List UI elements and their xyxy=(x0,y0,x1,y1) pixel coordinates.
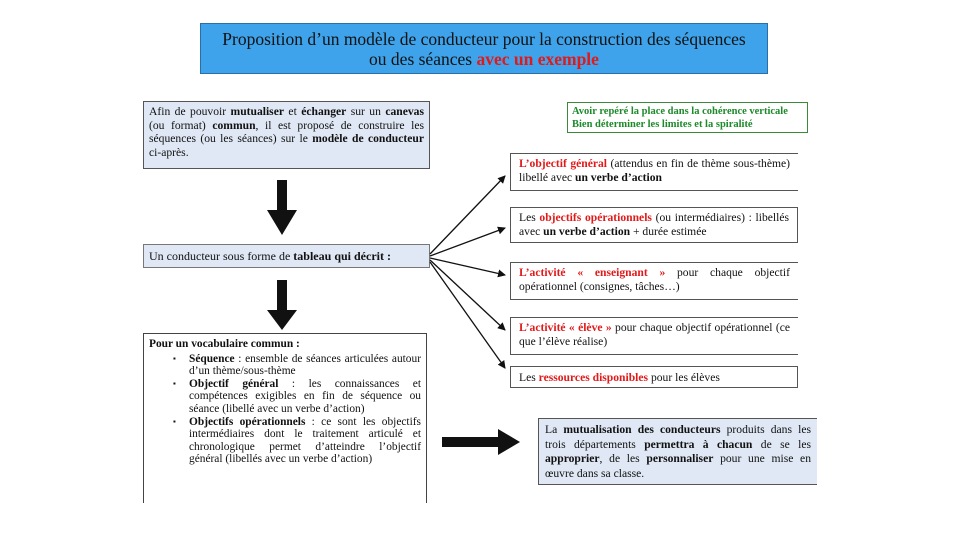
bullet-icon: ▪ xyxy=(173,353,176,363)
fan-arrow-icon xyxy=(430,258,505,275)
title-line-1: Proposition d’un modèle de conducteur pour la construction des séquences xyxy=(222,29,746,49)
fan-arrow-icon xyxy=(430,262,505,368)
mutualisation-text-3: produits dans les trois départements xyxy=(545,423,811,451)
resources-label: ressources disponibles xyxy=(538,371,649,384)
resources-text-2: pour les élèves xyxy=(648,371,720,384)
fan-arrow-icon xyxy=(430,260,505,330)
vocabulary-term: Objectifs opérationnels xyxy=(189,415,306,428)
intro-text-10: modèle de conducteur xyxy=(312,132,424,145)
coherence-note-line-1: Avoir repéré la place dans la cohérence verticale xyxy=(572,106,788,117)
vocabulary-heading: Pour un vocabulaire commun : xyxy=(149,338,300,350)
mutualisation-text-4: permettra à chacun xyxy=(644,437,753,451)
general-objective-text: (attendus en fin de thème sous-thème) libellé avec xyxy=(519,157,790,184)
operational-objectives-verb: un verbe d’action xyxy=(543,225,631,238)
fan-arrows xyxy=(430,176,505,368)
vocabulary-definition: : les connaissances et compétences exigibles en fin de séquence ou séance (libellé avec un verbe d’action) xyxy=(189,377,421,415)
vocabulary-definition: : ensemble de séances articulées autour d’un thème/sous-thème xyxy=(189,352,421,378)
intro-text-1: Afin de pouvoir xyxy=(149,105,231,118)
vocabulary-term: Objectif général xyxy=(189,377,279,390)
mutualisation-text-7: , de les xyxy=(599,452,647,465)
intro-text-11: ci-après. xyxy=(149,145,189,159)
right-arrow-icon xyxy=(442,429,520,455)
student-activity-text: pour chaque objectif opérationnel (ce que l’élève réalise) xyxy=(519,321,790,348)
bullet-icon: ▪ xyxy=(173,416,176,426)
conductor-text-2: tableau xyxy=(293,249,332,263)
mutualisation-text-1: La xyxy=(545,423,564,436)
mutualisation-text-8: personnaliser xyxy=(646,452,714,465)
intro-text-3: et xyxy=(284,105,302,118)
intro-text-4: échanger xyxy=(301,105,347,118)
general-objective-verb: un verbe d’action xyxy=(575,171,662,184)
down-arrow-icon xyxy=(267,280,297,330)
conductor-text-1: Un conducteur sous forme de xyxy=(149,249,294,263)
student-activity-label: L’activité « élève » xyxy=(519,321,612,334)
conductor-text-3: qui décrit : xyxy=(331,249,391,263)
operational-objectives-text-2: (ou intermédiaires) : libellés avec xyxy=(519,211,789,238)
intro-text-8: commun xyxy=(212,118,256,132)
general-objective-label: L’objectif général xyxy=(519,157,608,170)
down-arrow-icon xyxy=(267,180,297,235)
mutualisation-text-9: pour une mise en œuvre dans sa classe. xyxy=(545,452,811,480)
operational-objectives-label: objectifs opérationnels xyxy=(539,211,652,224)
operational-objectives-text-3: + durée estimée xyxy=(630,225,707,238)
vocabulary-definition: : ce sont les objectifs intermédiaires dont le traitement articulé et chronologique permet d’atteindre l’objectif général (libellés avec un verbe d’action) xyxy=(189,415,421,466)
intro-text-6: canevas xyxy=(385,105,424,118)
title-line-2-plain: ou des séances xyxy=(369,49,477,69)
vocabulary-term: Séquence xyxy=(189,352,235,365)
title-line-2-red: avec un exemple xyxy=(476,49,599,69)
intro-text-7: (ou format) xyxy=(149,118,213,132)
operational-objectives-text-1: Les xyxy=(519,211,540,224)
mutualisation-text-2: mutualisation des conducteurs xyxy=(563,423,721,436)
coherence-note-line-2: Bien déterminer les limites et la spiralité xyxy=(572,119,753,130)
intro-text-5: sur un xyxy=(346,105,386,118)
mutualisation-text-5: de se les xyxy=(752,437,812,451)
resources-text-1: Les xyxy=(519,371,539,384)
mutualisation-text-6: approprier xyxy=(545,452,600,465)
intro-text-9: , il est proposé de construire les séquences (ou les séances) sur le xyxy=(149,118,424,145)
teacher-activity-text: pour chaque objectif opérationnel (consignes, tâches…) xyxy=(519,266,790,293)
intro-text-2: mutualiser xyxy=(230,105,284,118)
teacher-activity-label: L’activité « enseignant » xyxy=(519,266,666,279)
bullet-icon: ▪ xyxy=(173,378,176,388)
